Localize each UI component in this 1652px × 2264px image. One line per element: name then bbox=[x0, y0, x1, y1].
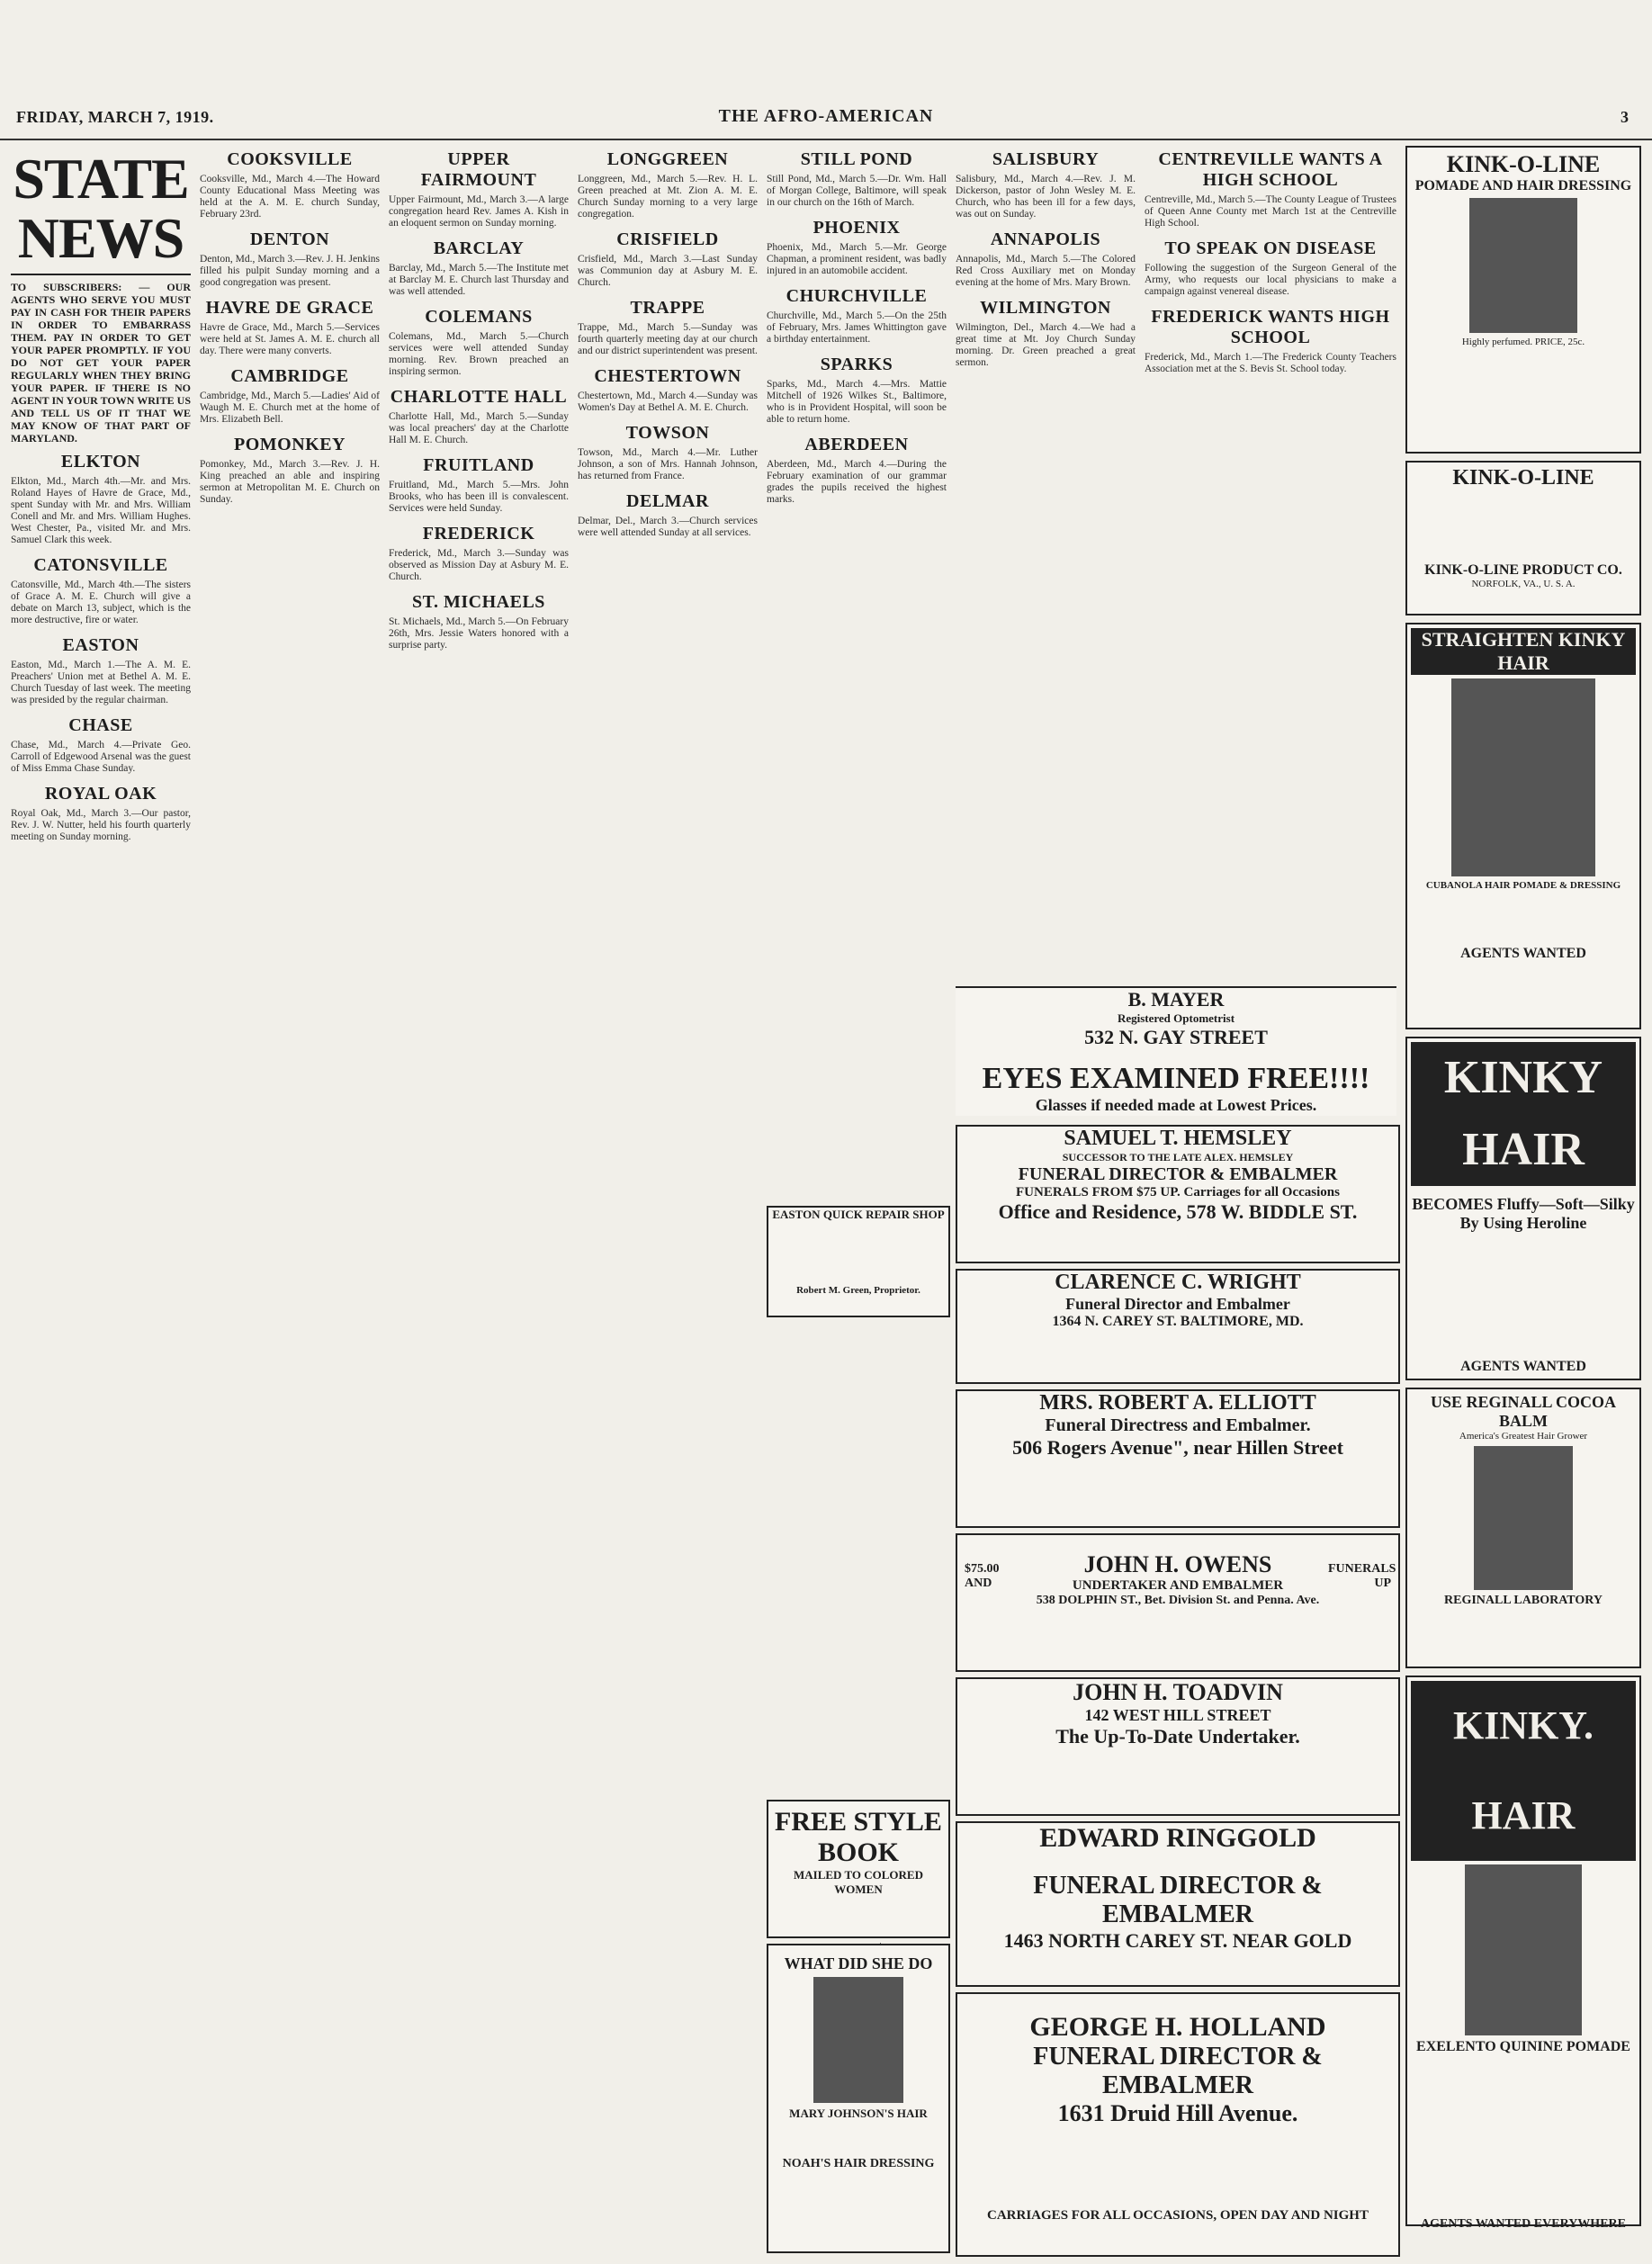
news-article bbox=[1145, 307, 1396, 375]
article-headline: STILL POND bbox=[800, 149, 913, 169]
article-headline: TRAPPE bbox=[630, 298, 705, 318]
news-article bbox=[578, 423, 758, 482]
news-article bbox=[200, 435, 380, 506]
news-article bbox=[767, 218, 947, 277]
article-headline: WILMINGTON bbox=[980, 298, 1111, 318]
kinkoline-ad: KINK-O-LINE POMADE AND HAIR DRESSING Highly perfumed. PRICE, 25c. bbox=[1405, 146, 1641, 454]
article-body: Delmar, Del., March 3.—Church services were well attended Sunday at all services. bbox=[578, 516, 758, 538]
article-headline: CHASE bbox=[68, 715, 133, 735]
column-2-articles bbox=[200, 149, 380, 506]
paper-name: THE AFRO-AMERICAN bbox=[718, 106, 934, 126]
hemsley-ad: SAMUEL T. HEMSLEY SUCCESSOR TO THE LATE ALEX. HEMSLEY FUNERAL DIRECTOR & EMBALMER FUNERALS FROM $75 UP. Carriages for all Occasions Office and Residence, 578 W. BIDDLE ST. bbox=[956, 1125, 1400, 1263]
toadvin-ad: JOHN H. TOADVIN 142 WEST HILL STREET The Up-To-Date Undertaker. bbox=[956, 1677, 1400, 1816]
article-body: Longgreen, Md., March 5.—Rev. H. L. Green preached at Mt. Zion A. M. E. Church Sunday morning to a very large congregation. bbox=[578, 174, 758, 220]
news-article bbox=[389, 524, 569, 583]
cocoa-balm-ad: USE REGINALL COCOA BALM America's Greatest Hair Grower REGINALL LABORATORY bbox=[1405, 1388, 1641, 1668]
news-article bbox=[578, 149, 758, 220]
news-article bbox=[389, 592, 569, 651]
column-1 bbox=[11, 146, 191, 2251]
news-article bbox=[11, 452, 191, 546]
news-article bbox=[578, 491, 758, 539]
news-article bbox=[956, 149, 1136, 220]
article-body: Still Pond, Md., March 5.—Dr. Wm. Hall of Morgan College, Baltimore, will speak in our church on the 16th of March. bbox=[767, 174, 947, 208]
article-body: Salisbury, Md., March 4.—Rev. J. M. Dickerson, pastor of John Wesley M. E. Church, who has been ill for a few days, was out on Sunday. bbox=[956, 174, 1136, 220]
article-body: Towson, Md., March 4.—Mr. Luther Johnson, a son of Mrs. Hannah Johnson, has returned from France. bbox=[578, 447, 758, 481]
column-4 bbox=[578, 146, 758, 2251]
news-article bbox=[389, 307, 569, 378]
article-body: Denton, Md., March 3.—Rev. J. H. Jenkins filled his pulpit Sunday morning and a good congregation was present. bbox=[200, 254, 380, 288]
column-3 bbox=[389, 146, 569, 2251]
column-7 bbox=[1145, 146, 1396, 1100]
repair-shop-ad: EASTON QUICK REPAIR SHOP Robert M. Green, Proprietor. bbox=[767, 1206, 950, 1317]
article-body: Upper Fairmount, Md., March 3.—A large congregation heard Rev. James A. Kish in an eloquent sermon on Sunday morning. bbox=[389, 194, 569, 229]
article-headline: COLEMANS bbox=[425, 307, 533, 327]
column-3-articles bbox=[389, 149, 569, 651]
news-article bbox=[389, 238, 569, 298]
portrait-image bbox=[1474, 1446, 1573, 1590]
article-body: Barclay, Md., March 5.—The Institute met at Barclay M. E. Church last Thursday and was well attended. bbox=[389, 263, 569, 297]
news-article bbox=[11, 715, 191, 775]
article-headline: HAVRE DE GRACE bbox=[205, 298, 374, 318]
article-headline: CRISFIELD bbox=[616, 229, 719, 249]
article-body: Easton, Md., March 1.—The A. M. E. Preachers' Union met at Bethel A. M. E. Church Tuesday of last week. The meeting was presided by the regular chairman. bbox=[11, 660, 191, 705]
news-article bbox=[200, 229, 380, 289]
article-headline: CATONSVILLE bbox=[33, 555, 168, 575]
portrait-image bbox=[813, 1977, 903, 2103]
article-headline: PHOENIX bbox=[813, 218, 901, 238]
ad-column bbox=[1405, 146, 1641, 2251]
article-headline: ROYAL OAK bbox=[44, 784, 157, 804]
article-body: Phoenix, Md., March 5.—Mr. George Chapman, a prominent resident, was badly injured in an automobile accident. bbox=[767, 242, 947, 276]
news-article bbox=[1145, 238, 1396, 298]
article-headline: TOWSON bbox=[625, 423, 710, 443]
article-headline: DENTON bbox=[249, 229, 330, 249]
news-article bbox=[11, 784, 191, 843]
news-article bbox=[200, 149, 380, 220]
article-body: Centreville, Md., March 5.—The County League of Trustees of Queen Anne County met March 1st at the Centreville High School. bbox=[1145, 194, 1396, 229]
article-body: Trappe, Md., March 5.—Sunday was fourth quarterly meeting day at our church and our district superintendent was present. bbox=[578, 322, 758, 356]
article-body: Frederick, Md., March 1.—The Frederick County Teachers Association met at the S. Bevis St. School today. bbox=[1145, 352, 1396, 374]
ringgold-ad: EDWARD RINGGOLD FUNERAL DIRECTOR & EMBALMER 1463 NORTH CAREY ST. NEAR GOLD bbox=[956, 1821, 1400, 1987]
article-body: Havre de Grace, Md., March 5.—Services were held at St. James A. M. E. church all day. There were many converts. bbox=[200, 322, 380, 356]
page-number: 3 bbox=[1621, 108, 1629, 126]
news-article bbox=[1145, 149, 1396, 229]
holland-ad: GEORGE H. HOLLAND FUNERAL DIRECTOR & EMBALMER 1631 Druid Hill Avenue. CARRIAGES FOR ALL OCCASIONS, OPEN DAY AND NIGHT bbox=[956, 1992, 1400, 2257]
section-title: STATE NEWS bbox=[11, 149, 191, 275]
article-headline: POMONKEY bbox=[234, 435, 346, 454]
column-7-articles bbox=[1145, 149, 1396, 375]
mayer-ad: B. MAYER Registered Optometrist 532 N. GAY STREET bbox=[956, 986, 1396, 1062]
column-4-articles bbox=[578, 149, 758, 539]
news-article bbox=[578, 298, 758, 357]
article-body: Sparks, Md., March 4.—Mrs. Mattie Mitchell of 1926 Wilkes St., Baltimore, who is in Provident Hospital, will soon be able to return home. bbox=[767, 379, 947, 425]
article-body: Annapolis, Md., March 5.—The Colored Red Cross Auxiliary met on Monday evening at the home of Mrs. Mary Brown. bbox=[956, 254, 1136, 288]
style-book-ad: FREE STYLE BOOK MAILED TO COLORED WOMEN bbox=[767, 1800, 950, 1938]
article-headline: SPARKS bbox=[820, 355, 893, 374]
news-article bbox=[956, 229, 1136, 289]
portrait-image bbox=[1465, 1864, 1582, 2035]
news-article bbox=[956, 298, 1136, 369]
article-body: Chase, Md., March 4.—Private Geo. Carroll of Edgewood Arsenal was the guest of Miss Emma Chase Sunday. bbox=[11, 740, 191, 774]
article-headline: EASTON bbox=[62, 635, 139, 655]
column-5 bbox=[767, 146, 947, 1199]
news-article bbox=[11, 635, 191, 706]
article-headline: ABERDEEN bbox=[804, 435, 909, 454]
article-body: Crisfield, Md., March 3.—Last Sunday was Communion day at Asbury M. E. Church. bbox=[578, 254, 758, 288]
mayer-headline: EYES EXAMINED FREE!!!! Glasses if needed made at Lowest Prices. bbox=[956, 1062, 1396, 1116]
column-6 bbox=[956, 146, 1136, 974]
article-body: Frederick, Md., March 3.—Sunday was observed as Mission Day at Asbury M. E. Church. bbox=[389, 548, 569, 582]
news-article bbox=[578, 366, 758, 414]
article-headline: FRUITLAND bbox=[423, 455, 534, 475]
exelento-ad: KINKY. HAIR EXELENTO QUININE POMADE AGENTS WANTED EVERYWHERE bbox=[1405, 1676, 1641, 2226]
column-1-articles bbox=[11, 452, 191, 843]
article-headline: SALISBURY bbox=[992, 149, 1100, 169]
article-headline: DELMAR bbox=[626, 491, 709, 511]
wright-ad: CLARENCE C. WRIGHT Funeral Director and Embalmer 1364 N. CAREY ST. BALTIMORE, MD. bbox=[956, 1269, 1400, 1384]
article-body: Colemans, Md., March 5.—Church services were well attended Sunday morning. Rev. Brown preached an inspiring sermon. bbox=[389, 331, 569, 377]
article-body: Royal Oak, Md., March 3.—Our pastor, Rev. J. W. Nutter, held his fourth quarterly meeting on Sunday morning. bbox=[11, 808, 191, 842]
subscriber-notice: TO SUBSCRIBERS: — OUR AGENTS WHO SERVE YOU MUST PAY IN CASH FOR THEIR PAPERS IN ORDER TO EMBARRASS THEM. PAY IN ORDER TO GET YOUR PAPER PROMPTLY. IF YOU DO NOT GET YOUR PAPER REGULARLY WHEN THEY BRING YOUR PAPER. IF THERE IS NO AGENT IN YOUR TOWN WRITE US AND TELL US OF IT THAT WE MAY KNOW OF THAT PART OF MARYLAND. bbox=[11, 281, 191, 445]
article-body: Chestertown, Md., March 4.—Sunday was Women's Day at Bethel A. M. E. Church. bbox=[578, 391, 758, 413]
article-headline: CHESTERTOWN bbox=[594, 366, 741, 386]
article-headline: LONGGREEN bbox=[606, 149, 729, 169]
article-headline: CHARLOTTE HALL bbox=[390, 387, 568, 407]
article-headline: FREDERICK bbox=[422, 524, 535, 544]
elliott-ad: MRS. ROBERT A. ELLIOTT Funeral Directress and Embalmer. 506 Rogers Avenue", near Hillen Street bbox=[956, 1389, 1400, 1528]
news-article bbox=[389, 149, 569, 229]
news-article bbox=[767, 286, 947, 346]
article-headline: CAMBRIDGE bbox=[230, 366, 349, 386]
portrait-image bbox=[1469, 198, 1577, 333]
news-article bbox=[200, 298, 380, 357]
article-body: St. Michaels, Md., March 5.—On February 26th, Mrs. Jessie Waters honored with a surprise party. bbox=[389, 616, 569, 651]
article-body: Churchville, Md., March 5.—On the 25th of February, Mrs. James Whittington gave a birthday entertainment. bbox=[767, 310, 947, 345]
news-article bbox=[11, 555, 191, 626]
news-article bbox=[578, 229, 758, 289]
straighten-ad: STRAIGHTEN KINKY HAIR CUBANOLA HAIR POMADE & DRESSING AGENTS WANTED bbox=[1405, 623, 1641, 1029]
column-2 bbox=[200, 146, 380, 2251]
article-body: Cooksville, Md., March 4.—The Howard County Educational Mass Meeting was held at the A. M. E. church Sunday, February 23rd. bbox=[200, 174, 380, 220]
news-article bbox=[200, 366, 380, 426]
article-body: Following the suggestion of the Surgeon General of the Army, who requests our local physicians to make a campaign against venereal disease. bbox=[1145, 263, 1396, 297]
news-article bbox=[389, 455, 569, 515]
article-body: Fruitland, Md., March 5.—Mrs. John Brooks, who has been ill is convalescent. Services were held Sunday. bbox=[389, 480, 569, 514]
news-article bbox=[767, 149, 947, 209]
owens-ad: $75.00 AND FUNERALS UP JOHN H. OWENS UNDERTAKER AND EMBALMER 538 DOLPHIN ST., Bet. Division St. and Penna. Ave. bbox=[956, 1533, 1400, 1672]
article-body: Charlotte Hall, Md., March 5.—Sunday was local preachers' day at the Charlotte Hall M. E. Church. bbox=[389, 411, 569, 445]
article-body: Cambridge, Md., March 5.—Ladies' Aid of Waugh M. E. Church met at the home of Mrs. Elizabeth Bell. bbox=[200, 391, 380, 425]
masthead bbox=[0, 97, 1652, 140]
article-headline: ST. MICHAELS bbox=[412, 592, 545, 612]
article-headline: UPPER FAIRMOUNT bbox=[420, 149, 537, 190]
article-body: Elkton, Md., March 4th.—Mr. and Mrs. Roland Hayes of Havre de Grace, Md., spent Sunday with Mr. and Mrs. William Conell and Mr. and Mrs. William Hughes. West Chester, Pa., visited Mr. and Mrs. Samuel Clark this week. bbox=[11, 476, 191, 545]
article-headline: ANNAPOLIS bbox=[990, 229, 1101, 249]
news-article bbox=[767, 355, 947, 426]
news-article bbox=[767, 435, 947, 506]
column-6-articles bbox=[956, 149, 1136, 369]
portrait-image bbox=[1451, 678, 1595, 876]
issue-date: FRIDAY, MARCH 7, 1919. bbox=[16, 108, 214, 126]
article-headline: ELKTON bbox=[60, 452, 141, 472]
article-headline: CHURCHVILLE bbox=[786, 286, 928, 306]
article-headline: CENTREVILLE WANTS A HIGH SCHOOL bbox=[1158, 149, 1383, 190]
article-body: Pomonkey, Md., March 3.—Rev. J. H. King preached an able and inspiring sermon at Metropolitan M. E. Church on Sunday. bbox=[200, 459, 380, 505]
johnson-hair-ad: WHAT DID SHE DO MARY JOHNSON'S HAIR NOAH'S HAIR DRESSING bbox=[767, 1944, 950, 2253]
article-headline: COOKSVILLE bbox=[227, 149, 353, 169]
kinkoline-order-ad: KINK-O-LINE KINK-O-LINE PRODUCT CO. NORFOLK, VA., U. S. A. bbox=[1405, 461, 1641, 615]
article-headline: FREDERICK WANTS HIGH SCHOOL bbox=[1151, 307, 1390, 347]
article-body: Aberdeen, Md., March 4.—During the February examination of our grammar grades the pupils received the highest marks. bbox=[767, 459, 947, 505]
article-body: Catonsville, Md., March 4th.—The sisters of Grace A. M. E. Church will give a debate on March 13, subject, which is the more destructive, fire or water. bbox=[11, 579, 191, 625]
news-article bbox=[389, 387, 569, 446]
article-body: Wilmington, Del., March 4.—We had a great time at Mt. Joy Church Sunday morning. Dr. Green preached a great sermon. bbox=[956, 322, 1136, 368]
article-headline: TO SPEAK ON DISEASE bbox=[1164, 238, 1377, 258]
column-5-articles bbox=[767, 149, 947, 506]
kinky-hair-ad: KINKY HAIR BECOMES Fluffy—Soft—Silky By Using Heroline AGENTS WANTED bbox=[1405, 1037, 1641, 1380]
article-headline: BARCLAY bbox=[433, 238, 525, 258]
